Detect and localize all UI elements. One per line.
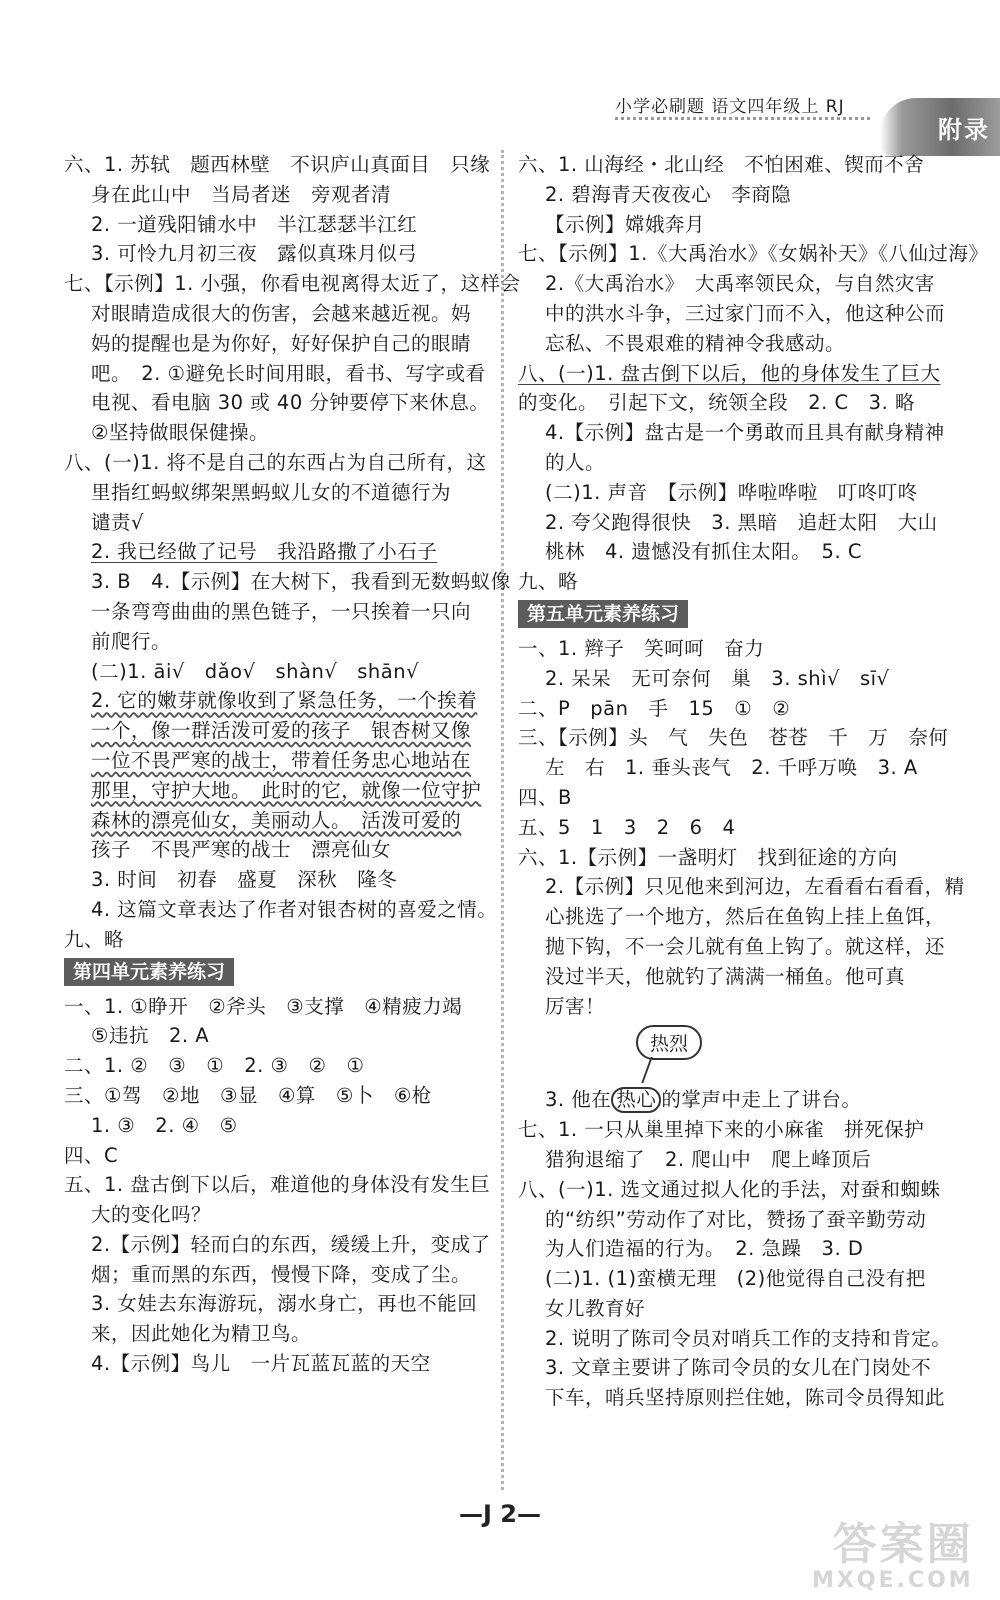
answer-text: 忘私、不畏艰难的精神令我感动。 bbox=[545, 331, 846, 355]
answer-text: 三、【示例】头 气 失色 苍苍 千 万 奈何 bbox=[518, 726, 949, 750]
answer-text: 的掌声中走上了讲台。 bbox=[661, 1088, 862, 1112]
answer-text: 四、C bbox=[64, 1143, 119, 1167]
answer-line bbox=[64, 567, 511, 597]
answer-line bbox=[64, 1111, 484, 1141]
header-title: 小学必刷题 语文四年级上 RJ bbox=[615, 97, 845, 117]
answer-line bbox=[64, 1081, 484, 1111]
answer-line bbox=[64, 746, 484, 776]
answer-text: 左 右 1. 垂头丧气 2. 千呼万唤 3. A bbox=[545, 756, 918, 780]
correction-bubble: 热烈 bbox=[636, 1025, 702, 1060]
answer-text: 心挑选了一个地方，然后在鱼钩上挂上鱼饵， bbox=[545, 905, 946, 929]
answer-text: 下车，哨兵坚持原则拦住她，陈司令员得知此 bbox=[545, 1386, 946, 1410]
answer-text: 八、(一)1. 盘古倒下以后，他的身体发生了巨大 bbox=[518, 361, 941, 385]
circled-word: 热心 bbox=[611, 1087, 661, 1113]
answer-line bbox=[64, 359, 484, 389]
answer-text: (二)1. āi√ dǎo√ shàn√ shān√ bbox=[91, 659, 419, 683]
answer-line bbox=[64, 329, 484, 359]
answer-text: 2. 碧海青天夜夜心 李商隐 bbox=[545, 182, 792, 206]
answer-text: 3. 他在 bbox=[545, 1088, 612, 1112]
answer-line bbox=[64, 1051, 484, 1081]
answer-text: 3. 可怜九月初三夜 露似真珠月似弓 bbox=[91, 242, 418, 266]
answer-line bbox=[518, 634, 948, 664]
answer-text: 2. 它的嫩芽就像收到了紧急任务，一个挨着 bbox=[91, 689, 478, 713]
watermark-url: MXQE.COM bbox=[812, 1568, 974, 1593]
answer-line bbox=[64, 478, 484, 508]
answer-text: 为人们造福的行为。 2. 急躁 3. D bbox=[545, 1237, 864, 1261]
header-divider bbox=[615, 117, 870, 120]
answer-line bbox=[64, 686, 484, 716]
answer-text: 一、1. ①睁开 ②斧头 ③支撑 ④精疲力竭 bbox=[64, 994, 463, 1018]
answer-text: 七、1. 一只从巢里掉下来的小麻雀 拼死保护 bbox=[518, 1118, 925, 1142]
answer-line bbox=[64, 716, 484, 746]
answer-line bbox=[518, 723, 948, 753]
left-column bbox=[64, 150, 521, 1379]
answer-text: 九、略 bbox=[518, 570, 579, 594]
answer-text: 的人。 bbox=[545, 450, 606, 474]
answer-line bbox=[64, 657, 484, 687]
answer-text: 2.【示例】轻而白的东西，缓缓上升，变成了 bbox=[91, 1232, 491, 1256]
answer-text: 八、(一)1. 将不是自己的东西占为自己所有，这 bbox=[64, 450, 487, 474]
answer-text: 大的变化吗？ bbox=[91, 1203, 212, 1227]
watermark-logo: 答案圈 bbox=[832, 1519, 974, 1570]
answer-line bbox=[64, 1200, 484, 1230]
answer-line bbox=[518, 843, 948, 873]
answer-text: 4. 这篇文章表达了作者对银杏树的喜爱之情。 bbox=[91, 897, 498, 921]
section-heading-row bbox=[64, 955, 484, 992]
answer-line bbox=[64, 508, 484, 538]
answer-text: 身在此山中 当局者迷 旁观者清 bbox=[91, 182, 392, 206]
answer-text: 谴责√ bbox=[91, 510, 144, 534]
answer-line bbox=[64, 806, 484, 836]
answer-line bbox=[64, 1170, 491, 1200]
answer-text: 【示例】嫦娥奔月 bbox=[545, 212, 706, 236]
answer-text: 3. 女娃去东海游玩，溺水身亡，再也不能回 bbox=[91, 1292, 478, 1316]
correction-bubble-tail bbox=[641, 1057, 666, 1083]
answer-text: 九、略 bbox=[64, 927, 125, 951]
answer-text: ⑤违抗 2. A bbox=[91, 1024, 210, 1048]
answer-text: (二)1. 声音 【示例】哗啦哗啦 叮咚叮咚 bbox=[545, 480, 918, 504]
answer-line bbox=[64, 895, 498, 925]
answer-text: 里指红蚂蚁绑架黑蚂蚁儿女的不道德行为 bbox=[91, 480, 452, 504]
answer-line bbox=[518, 694, 948, 724]
answer-line bbox=[518, 902, 948, 932]
answer-line bbox=[64, 269, 521, 299]
answer-text: 1. ③ 2. ④ ⑤ bbox=[91, 1113, 238, 1137]
answer-text: 女儿教育好 bbox=[545, 1296, 646, 1320]
answer-text: 五、1. 盘古倒下以后，难道他的身体没有发生巨 bbox=[64, 1173, 491, 1197]
answer-text: 六、1. 山海经・北山经 不怕困难、锲而不舍 bbox=[518, 153, 925, 176]
answer-text: 对眼睛造成很大的伤害，会越来越近视。妈 bbox=[91, 301, 472, 325]
answer-line bbox=[64, 597, 484, 627]
answer-text: 三、①驾 ②地 ③显 ④算 ⑤卜 ⑥枪 bbox=[64, 1083, 432, 1107]
answer-text: 四、B bbox=[518, 785, 572, 809]
answer-line bbox=[64, 835, 484, 865]
answer-line bbox=[518, 1145, 948, 1175]
answer-line bbox=[518, 1383, 948, 1413]
answer-line bbox=[64, 299, 484, 329]
answer-text: 一、1. 辫子 笑呵呵 奋力 bbox=[518, 636, 765, 660]
answer-text: 2.《大禹治水》 大禹率领民众，与自然灾害 bbox=[545, 272, 935, 296]
page-number: —J 2— bbox=[459, 1500, 541, 1528]
answer-text: 那里，守护大地。 此时的它，就像一位守护 bbox=[91, 778, 482, 802]
answer-text: 七、【示例】1.《大禹治水》《女娲补天》《八仙过海》 bbox=[518, 242, 989, 266]
answer-line bbox=[64, 418, 484, 448]
answer-line bbox=[518, 448, 948, 478]
answer-line bbox=[518, 1115, 948, 1145]
answer-line bbox=[64, 1230, 491, 1260]
answer-text: 中的洪水斗争，三过家门而不入，他这种公而 bbox=[545, 301, 946, 325]
answer-text: 孩子 不畏严寒的战士 漂亮仙女 bbox=[91, 838, 392, 862]
answer-line bbox=[518, 1324, 952, 1354]
answer-text: (二)1. (1)蛮横无理 (2)他觉得自己没有把 bbox=[545, 1267, 926, 1291]
watermark bbox=[812, 1519, 974, 1593]
answer-line bbox=[64, 1141, 484, 1171]
answer-text: 电视、看电脑 30 或 40 分钟要停下来休息。 bbox=[91, 391, 490, 415]
answer-text: 2. 夸父跑得很快 3. 黑暗 追赶太阳 大山 bbox=[545, 510, 938, 534]
answer-text: 2. 说明了陈司令员对哨兵工作的支持和肯定。 bbox=[545, 1326, 952, 1350]
answer-line bbox=[64, 776, 484, 806]
answer-text: 3. 时间 初春 盛夏 深秋 隆冬 bbox=[91, 868, 398, 892]
answer-text: 4.【示例】鸟儿 一片瓦蓝瓦蓝的天空 bbox=[91, 1352, 431, 1376]
answer-line bbox=[518, 359, 948, 389]
answer-text: 七、【示例】1. 小强，你看电视离得太近了，这样会 bbox=[64, 272, 521, 296]
appendix-tag bbox=[880, 98, 1000, 156]
answer-line bbox=[64, 1289, 484, 1319]
answer-line bbox=[518, 1234, 948, 1264]
answer-line bbox=[518, 962, 948, 992]
answer-line bbox=[518, 508, 948, 538]
answer-line bbox=[518, 1205, 948, 1235]
answer-line bbox=[518, 783, 948, 813]
column-divider bbox=[501, 150, 504, 1490]
answer-line bbox=[518, 872, 965, 902]
answer-line bbox=[518, 478, 948, 508]
answer-text: 的“纺织”劳动作了对比，赞扬了蚕辛勤劳动 bbox=[545, 1207, 927, 1231]
answer-line bbox=[518, 180, 948, 210]
answer-line bbox=[518, 418, 948, 448]
answer-line bbox=[64, 627, 484, 657]
answer-text: 3. B 4.【示例】在大树下，我看到无数蚂蚁像 bbox=[91, 570, 511, 594]
answer-line bbox=[64, 1349, 484, 1379]
answer-text: 2. 呆呆 无可奈何 巢 3. shì√ sī√ bbox=[545, 666, 890, 690]
answer-text: 一条弯弯曲曲的黑色链子，一只挨着一只向 bbox=[91, 599, 472, 623]
correction-bubble-row bbox=[518, 1021, 948, 1085]
answer-line bbox=[518, 1353, 948, 1383]
answer-text: 六、1.【示例】一盏明灯 找到征途的方向 bbox=[518, 845, 898, 869]
answer-line bbox=[518, 1175, 948, 1205]
answer-line bbox=[64, 388, 490, 418]
answer-text: ②坚持做眼保健操。 bbox=[91, 421, 269, 445]
answer-text: 森林的漂亮仙女，美丽动人。 活泼可爱的 bbox=[91, 808, 462, 832]
answer-line bbox=[64, 239, 484, 269]
answer-text: 2. 我已经做了记号 我沿路撒了小石子 bbox=[91, 540, 438, 564]
answer-text: 抛下钩，不一会儿就有鱼上钩了。就这样，还 bbox=[545, 934, 946, 958]
answer-text: 八、(一)1. 选文通过拟人化的手法，对蚕和蜘蛛 bbox=[518, 1177, 941, 1201]
answer-text: 二、P pān 手 15 ① ② bbox=[518, 696, 791, 720]
answer-line bbox=[518, 210, 948, 240]
answer-text: 厉害！ bbox=[545, 994, 606, 1018]
answer-line bbox=[518, 753, 948, 783]
answer-line bbox=[64, 925, 484, 955]
answer-line bbox=[518, 329, 948, 359]
answer-text: 前爬行。 bbox=[91, 629, 172, 653]
answer-line bbox=[518, 388, 948, 418]
answer-text: 2. 一道残阳铺水中 半江瑟瑟半江红 bbox=[91, 212, 418, 236]
answer-line bbox=[518, 269, 948, 299]
answer-text: 4.【示例】盘古是一个勇敢而且具有献身精神 bbox=[545, 421, 945, 445]
answer-text: 一个，像一群活泼可爱的孩子 银杏树又像 bbox=[91, 719, 472, 743]
answer-line bbox=[518, 932, 948, 962]
answer-line bbox=[64, 448, 487, 478]
answer-text: 妈的提醒也是为你好，好好保护自己的眼睛 bbox=[91, 331, 472, 355]
answer-line bbox=[518, 664, 948, 694]
right-column bbox=[518, 150, 989, 1413]
answer-text: 二、1. ② ③ ① 2. ③ ② ① bbox=[64, 1054, 365, 1078]
answer-text: 没过半天，他就钓了满满一桶鱼。他可真 bbox=[545, 964, 906, 988]
answer-line bbox=[518, 992, 948, 1022]
answer-text: 五、5 1 3 2 6 4 bbox=[518, 815, 736, 839]
answer-line bbox=[64, 1021, 484, 1051]
section-heading: 第五单元素养练习 bbox=[518, 600, 688, 628]
answer-line bbox=[64, 150, 491, 180]
answer-line bbox=[518, 1294, 948, 1324]
answer-text: 来，因此她化为精卫鸟。 bbox=[91, 1322, 312, 1346]
section-heading-row bbox=[518, 597, 948, 634]
answer-text: 吧。 2. ①避免长时间用眼，看书、写字或看 bbox=[91, 361, 486, 385]
answer-line bbox=[518, 1264, 948, 1294]
answer-line bbox=[518, 567, 948, 597]
answer-line bbox=[518, 813, 948, 843]
answer-text: 烟；重而黑的东西，慢慢下降，变成了尘。 bbox=[91, 1262, 472, 1286]
answer-text: 六、1. 苏轼 题西林壁 不识庐山真面目 只缘 bbox=[64, 153, 491, 176]
answer-text: 2.【示例】只见他来到河边，左看看右看看，精 bbox=[545, 875, 965, 899]
answer-line bbox=[64, 865, 484, 895]
answer-line bbox=[64, 210, 484, 240]
answer-line bbox=[518, 299, 948, 329]
answer-line bbox=[64, 1319, 484, 1349]
answer-line bbox=[64, 180, 484, 210]
answer-line bbox=[64, 1260, 484, 1290]
answer-line bbox=[64, 537, 484, 567]
appendix-tag-label: 附录 bbox=[938, 116, 990, 144]
answer-line bbox=[64, 992, 484, 1022]
answer-line bbox=[518, 1085, 948, 1115]
answer-text: 桃林 4. 遗憾没有抓住太阳。 5. C bbox=[545, 540, 862, 564]
answer-text: 猎狗退缩了 2. 爬山中 爬上峰顶后 bbox=[545, 1147, 872, 1171]
answer-line bbox=[518, 150, 948, 180]
answer-line bbox=[518, 239, 989, 269]
answer-text: 的变化。 引起下文，统领全段 2. C 3. 略 bbox=[518, 391, 915, 415]
answer-line bbox=[518, 537, 948, 567]
answer-text: 3. 文章主要讲了陈司令员的女儿在门岗处不 bbox=[545, 1356, 932, 1380]
answer-text: 一位不畏严寒的战士，带着任务忠心地站在 bbox=[91, 748, 472, 772]
section-heading: 第四单元素养练习 bbox=[64, 958, 234, 986]
